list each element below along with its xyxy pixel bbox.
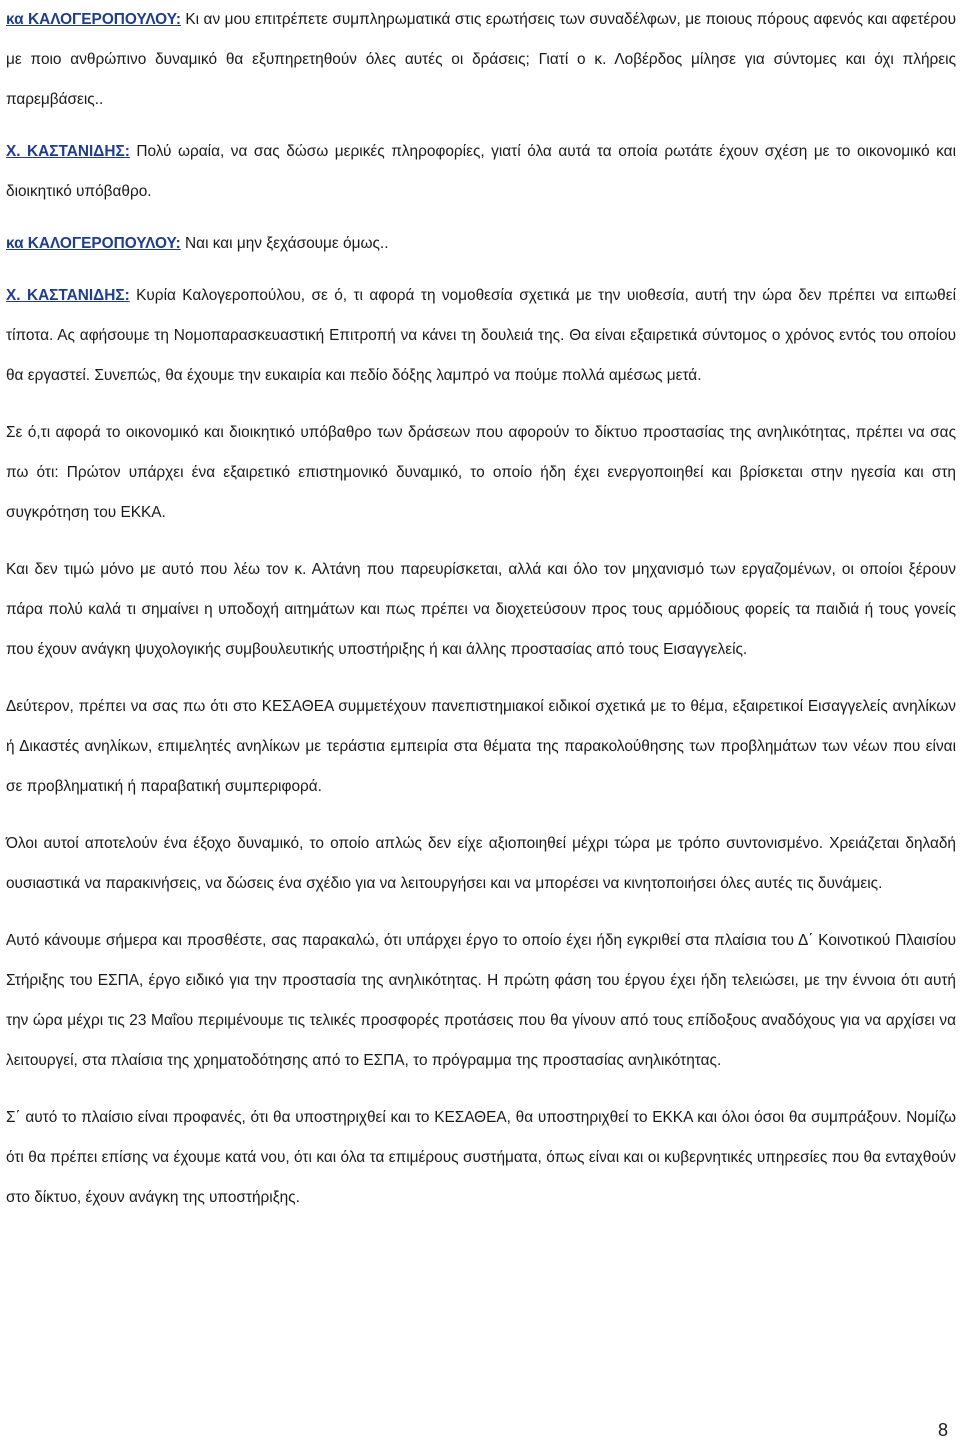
speaker-name: κα ΚΑΛΟΓΕΡΟΠΟΥΛΟΥ: — [6, 11, 181, 28]
document-page — [6, 0, 956, 1218]
paragraph-9: Αυτό κάνουμε σήμερα και προσθέστε, σας παρακαλώ, ότι υπάρχει έργο το οποίο έχει ήδη εγκριθεί στα πλαίσια του Δ΄ Κοινοτικού Πλαισίου Στήριξης του ΕΣΠΑ, έργο ειδικό για την προστασία της ανηλικότητας. Η πρώτη φάση του έργου έχει ήδη τελειώσει, με την έννοια ότι αυτή την ώρα μέχρι τις 23 Μαΐου περιμένουμε τις τελικές προσφορές προτάσεις που θα γίνουν από τους επίδοξους αναδόχους για να αρχίσει να λειτουργεί, στα πλαίσια της χρηματοδότησης από το ΕΣΠΑ, το πρόγραμμα της προστασίας ανηλικότητας. — [6, 932, 956, 1069]
paragraph-3 — [6, 224, 956, 264]
paragraph-text: Πολύ ωραία, να σας δώσω μερικές πληροφορίες, γιατί όλα αυτά τα οποία ρωτάτε έχουν σχέση με το οικονομικό και διοικητικό υπόβαθρο. — [6, 143, 956, 200]
paragraph-8: Όλοι αυτοί αποτελούν ένα έξοχο δυναμικό, το οποίο απλώς δεν είχε αξιοποιηθεί μέχρι τώρα με τρόπο συντονισμένο. Χρειάζεται δηλαδή ουσιαστικά να παρακινήσεις, να δώσεις ένα σχέδιο για να λειτουργήσει και να μπορέσει να κινητοποιήσει όλες αυτές τις δυνάμεις. — [6, 835, 956, 892]
spacer — [6, 904, 956, 921]
spacer — [6, 120, 956, 132]
paragraph-4 — [6, 276, 956, 396]
paragraph-6: Και δεν τιμώ μόνο με αυτό που λέω τον κ. Αλτάνη που παρευρίσκεται, αλλά και όλο τον μηχανισμό των εργαζομένων, οι οποίοι ξέρουν πάρα πολύ καλά τι σημαίνει η υποδοχή αιτημάτων και πως πρέπει να διοχετεύσουν προς τους αρμόδιους φορείς τα παιδιά ή τους γονείς που έχουν ανάγκη ψυχολογικής συμβουλευτικής υποστήριξης ή και άλλης προστασίας από τους Εισαγγελείς. — [6, 561, 956, 658]
spacer — [6, 396, 956, 413]
paragraph-text: Ναι και μην ξεχάσουμε όμως.. — [180, 235, 389, 252]
spacer — [6, 670, 956, 687]
paragraph-2 — [6, 132, 956, 212]
paragraph-text: Κι αν μου επιτρέπετε συμπληρωματικά στις ερωτήσεις των συναδέλφων, με ποιους πόρους αφενός και αφετέρου με ποιο ανθρώπινο δυναμικό θα εξυπηρετηθούν όλες αυτές οι δράσεις; Γιατί ο κ. Λοβέρδος μίλησε για σύντομες και όχι πλήρεις παρεμβάσεις.. — [6, 11, 956, 108]
spacer — [6, 807, 956, 824]
speaker-name: κα ΚΑΛΟΓΕΡΟΠΟΥΛΟΥ: — [6, 235, 181, 252]
paragraph-text: Κυρία Καλογεροπούλου, σε ό, τι αφορά τη νομοθεσία σχετικά με την υιοθεσία, αυτή την ώρα δεν πρέπει να ειπωθεί τίποτα. Ας αφήσουμε τη Νομοπαρασκευαστική Επιτροπή να κάνει τη δουλειά της. Θα είναι εξαιρετικά σύντομος ο χρόνος εντός του οποίου θα εργαστεί. Συνεπώς, θα έχουμε την ευκαιρία και πεδίο δόξης λαμπρό να πούμε πολλά αμέσως μετά. — [6, 287, 956, 384]
page-number: 8 — [937, 1420, 948, 1440]
spacer — [6, 533, 956, 550]
paragraph-5: Σε ό,τι αφορά το οικονομικό και διοικητικό υπόβαθρο των δράσεων που αφορούν το δίκτυο προστασίας της ανηλικότητας, πρέπει να σας πω ότι: Πρώτον υπάρχει ένα εξαιρετικό επιστημονικό δυναμικό, το οποίο ήδη έχει ενεργοποιηθεί και βρίσκεται στην ηγεσία και στη συγκρότηση του ΕΚΚΑ. — [6, 424, 956, 521]
speaker-name: Χ. ΚΑΣΤΑΝΙΔΗΣ: — [6, 287, 130, 304]
spacer — [6, 212, 956, 224]
speaker-name: Χ. ΚΑΣΤΑΝΙΔΗΣ: — [6, 143, 130, 160]
paragraph-1 — [6, 0, 956, 120]
spacer — [6, 1081, 956, 1098]
paragraph-7: Δεύτερον, πρέπει να σας πω ότι στο ΚΕΣΑΘΕΑ συμμετέχουν πανεπιστημιακοί ειδικοί σχετικά με το θέμα, εξαιρετικοί Εισαγγελείς ανηλίκων ή Δικαστές ανηλίκων, επιμελητές ανηλίκων με τεράστια εμπειρία στα θέματα της παρακολούθησης των προβλημάτων των νέων που είναι σε προβληματική ή παραβατική συμπεριφορά. — [6, 698, 956, 795]
paragraph-10: Σ΄ αυτό το πλαίσιο είναι προφανές, ότι θα υποστηριχθεί και το ΚΕΣΑΘΕΑ, θα υποστηριχθεί το ΕΚΚΑ και όλοι όσοι θα συμπράξουν. Νομίζω ότι θα πρέπει επίσης να έχουμε κατά νου, ότι και όλα τα επιμέρους συστήματα, όπως είναι και οι κυβερνητικές υπηρεσίες που θα ενταχθούν στο δίκτυο, έχουν ανάγκη της υποστήριξης. — [6, 1109, 956, 1206]
spacer — [6, 264, 956, 276]
